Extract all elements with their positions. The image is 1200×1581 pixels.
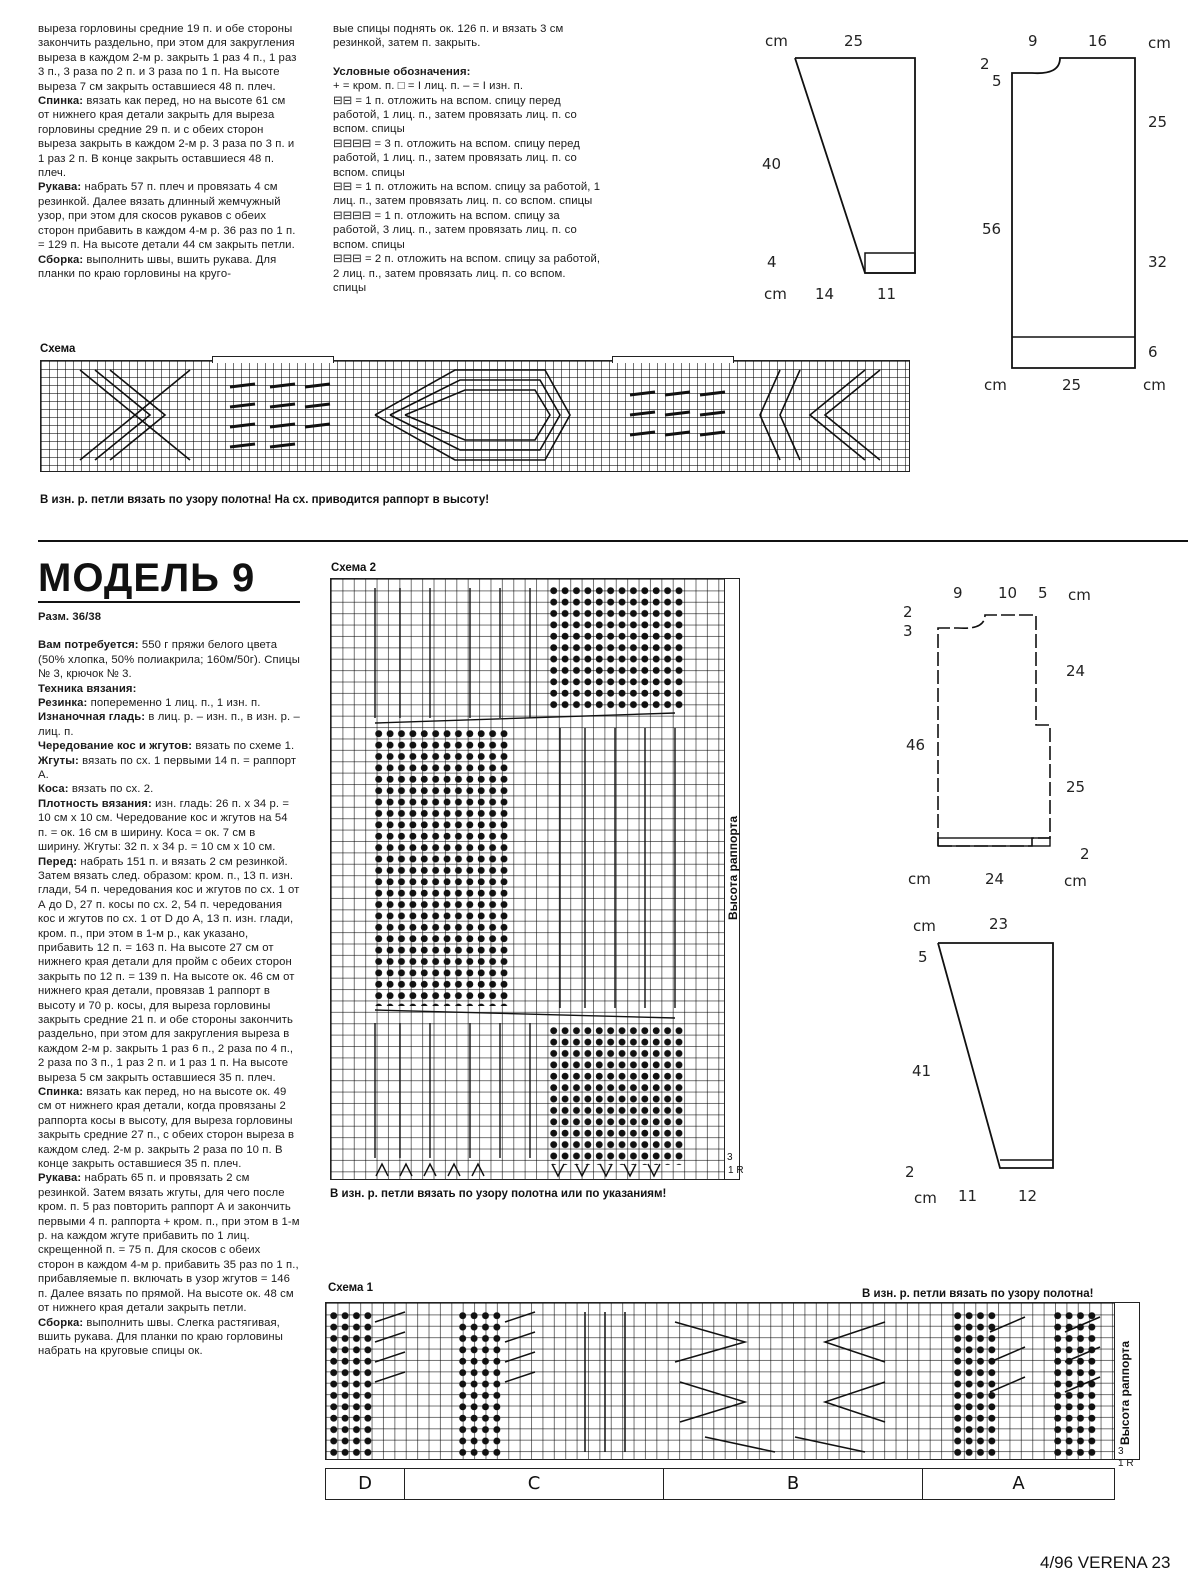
paragraph: Сборка: выполнить швы, вшить рукава. Для планки по краю горловины на кругo- (38, 253, 277, 280)
dim-label: 11 (958, 1187, 978, 1205)
dim-label: cm (1148, 34, 1171, 52)
dim-label: 2 (980, 55, 990, 73)
schema1-column-band (325, 1468, 1115, 1500)
cable-symbol-icon: ⊟⊟ (333, 94, 356, 107)
dim-label: 2 (905, 1163, 915, 1181)
schema1-note: В изн. р. петли вязать по узору полотна! (862, 1288, 1094, 1300)
legend-item: ⊟⊟⊟⊟ = 1 п. отложить на вспом. спицу за работой, 3 лиц. п., затем провязать лиц. п. со вспом. спицы (333, 209, 577, 251)
dim-label: cm (913, 917, 936, 935)
top-text-column-2 (333, 22, 601, 295)
paragraph: Рукава: набрать 57 п. плеч и провязать 4 см резинкой. Далее вязать длинный жемчужный узор, при этом для скосов рукавов с обеих сторон прибавить в каждом 4-м р. 36 раз по 1 п. = 129 п. На высоте детали 44 см закрыть петли. (38, 181, 296, 252)
cable-symbol-icon: ⊟⊟⊟ (333, 253, 365, 266)
cable-symbol-icon: ⊟⊟ (333, 181, 356, 194)
schema2-label: Схема 2 (331, 562, 377, 574)
schema1-label: Схема 1 (328, 1282, 374, 1294)
page-footer: 4/96 VERENA 23 (1040, 1553, 1171, 1572)
paragraph: Спинка: вязать как перед, но на высоте ок. 49 см от нижнего края детали, когда провязаны 2 раппорта косы в высоту, для выреза горловины закрыть средние 27 п., с обеих сторон выреза в каждом след. 2-м р. закрыть 2 раза по 10 п. В конце закрыть оставшиеся 35 п. плеч. (38, 1086, 295, 1171)
body-diagram-bottom (920, 590, 1080, 880)
paragraph: Вам потребуется: 550 г пряжи белого цвета (50% хлопка, 50% полиакрила; 160м/50г). Спицы № 3, крючок № 3. (38, 639, 300, 681)
schema-label: Схема (40, 343, 76, 355)
legend-item: ⊟⊟ = 1 п. отложить на вспом. спицу за работой, 1 лиц. п., затем провязать лиц. п. со вспом. спицы (333, 181, 601, 208)
paragraph: Техника вязания: (38, 682, 137, 695)
dim-label: 3 (903, 622, 913, 640)
schema1-cable-lines (325, 1302, 1115, 1460)
paragraph: Спинка: вязать как перед, но на высоте 61 см от нижнего края детали закрыть для выреза горловины средние 29 п. и с обеих сторон выреза закрыть в каждом 2-м р. 3 раза по 3 п. и 1 раз 2 п. В конце закрыть оставшиеся 48 п. плеч. (38, 95, 295, 180)
body-diagram-top (990, 25, 1150, 395)
dim-label: 25 (1066, 778, 1086, 796)
dim-label: cm (765, 32, 788, 50)
dim-label: 25 (1148, 113, 1168, 131)
dim-label: 9 (953, 584, 963, 602)
cable-symbol-icon: ⊟⊟⊟⊟ (333, 209, 375, 222)
top-text-column-1 (38, 22, 300, 281)
column-d: D (326, 1469, 405, 1499)
dim-label: 2 (1080, 845, 1090, 863)
column-b: B (664, 1469, 923, 1499)
paragraph: выреза горловины средние 19 п. и обе стороны закончить раздельно, при этом для закругления выреза в каждом 2-м р. закрыть 1 раз 4 п., 1 раз 3 п., 3 раза по 2 п. и 3 раза по 1 п. На высоте выреза 7 см закрыть оставшиеся 48 п. плеч. (38, 23, 297, 93)
paragraph: Коса: вязать по сх. 2. (38, 783, 154, 796)
dim-label: 5 (918, 948, 928, 966)
schema2-note: В изн. р. петли вязать по узору полотна или по указаниям! (330, 1188, 667, 1200)
dim-label: cm (1143, 376, 1166, 394)
dim-label: cm (1068, 586, 1091, 604)
title-underline (38, 601, 300, 603)
dim-label: 16 (1088, 32, 1108, 50)
dim-label: 5 (992, 72, 1002, 90)
paragraph: Плотность вязания: изн. гладь: 26 п. x 34 р. = 10 см x 10 см. Чередование кос и жгутов на 54 п. = ок. 16 см в ширину. Коса = ок. 7 см в ширину. Жгуты: 32 п. x 34 р. = 10 см x 10 см. (38, 797, 290, 854)
column-a: A (1012, 1473, 1025, 1494)
dim-label: 25 (844, 32, 864, 50)
column-c: C (405, 1469, 664, 1499)
section-divider (38, 540, 1188, 542)
dim-label: 24 (985, 870, 1005, 888)
dim-label: cm (1064, 872, 1087, 890)
dim-label: 9 (1028, 32, 1038, 50)
schema-cable-lines (40, 360, 910, 472)
dim-label: 23 (989, 915, 1009, 933)
dim-label: 25 (1062, 376, 1082, 394)
dim-label: 11 (877, 285, 897, 303)
paragraph: Рукава: набрать 65 п. и провязать 2 см резинкой. Затем вязать жгуты, для чего после кром. п. 5 раз повторить раппорт А и закончить первыми 4 п. раппорта + кром. п., при этом в 1-м р. на каждом жгуте прибавить по 1 лиц. скрещенной п. = 75 п. Для скосов с обеих сторон в каждом 4-м р. прибавить 35 раз по 1 п., прибавляемые п. включать в узор жгутов = 146 п. Далее вязать по прямой. На высоте ок. 48 см от нижнего края детали закрыть петли. (38, 1172, 300, 1315)
schema-note: В изн. р. петли вязать по узору полотна! На сх. приводится раппорт в высоту! (40, 494, 490, 506)
dim-label: 4 (767, 253, 777, 271)
dim-label: 5 (1038, 584, 1048, 602)
dim-label: 56 (982, 220, 1002, 238)
paragraph: Сборка: выполнить швы. Слегка растягивая, вшить рукава. Для планки по краю горловины набрать на круговые спицы ок. (38, 1316, 283, 1358)
dim-label: 40 (762, 155, 782, 173)
dim-label: cm (764, 285, 787, 303)
legend-title: Условные обозначения: (333, 65, 471, 78)
dim-label: 10 (998, 584, 1018, 602)
paragraph: Изнаночная гладь: в лиц. р. – изн. п., в изн. р. – лиц. п. (38, 711, 300, 738)
dim-label: 6 (1148, 343, 1158, 361)
dim-label: cm (908, 870, 931, 888)
row-number: 1 R (728, 1165, 744, 1176)
paragraph: Перед: набрать 151 п. и вязать 2 см резинкой. Затем вязать след. образом: кром. п., 13 п. изн. глади, 54 п. чередования кос и жгутов по сх. 1 от А до D, 27 п. косы по сх. 2, 54 п. чередования кос и жгутов по сх. 1 от D до A, 13 п. изн. глади, кром. п., при этом в 1-м р., как указано, прибавить 12 п. = 163 п. На высоте 27 см от нижнего края детали для пройм с обеих сторон закрыть по 12 п. = 139 п. На высоте ок. 46 см от нижнего края детали, провязав 1 раппорт в высоту и 70 р. косы, для выреза горловины закрыть средние 21 п. и обе стороны закончить раздельно, при этом для закругления выреза в каждом 2-м р. закрыть 1 раз 6 п., 2 раза по 4 п., 2 раза по 3 п., 1 раз 2 п. и 1 раз 1 п. На высоте выреза 5 см закрыть оставшиеся 35 п. плеч. (38, 855, 300, 1084)
paragraph: Жгуты: вязать по сх. 1 первыми 14 п. = раппорт А. (38, 754, 297, 782)
legend-item: + = кром. п. □ = I лиц. п. – = I изн. п. (333, 80, 524, 93)
schema2-cable-lines (330, 578, 725, 1180)
dim-label: cm (984, 376, 1007, 394)
paragraph: Резинка: попеременно 1 лиц. п., 1 изн. п. (38, 697, 261, 710)
cable-symbol-icon: ⊟⊟⊟⊟ (333, 137, 375, 150)
schema1-side-label: Высота раппорта (1118, 1340, 1132, 1445)
model-text-column (38, 610, 300, 1359)
legend-item: ⊟⊟ = 1 п. отложить на вспом. спицу перед работой, 1 лиц. п., затем провязать лиц. п. со вспом. спицы (333, 94, 577, 136)
dim-label: cm (914, 1189, 937, 1207)
row-number: 1 R (1118, 1458, 1134, 1469)
row-number: 3 (1118, 1446, 1124, 1457)
page-title: МОДЕЛЬ 9 (38, 556, 256, 600)
paragraph: Чередование кос и жгутов: вязать по схеме 1. (38, 740, 295, 753)
dim-label: 41 (912, 1062, 932, 1080)
dim-label: 32 (1148, 253, 1168, 271)
row-number: 3 (727, 1152, 733, 1163)
sleeve-diagram-top (760, 25, 940, 315)
legend-item: ⊟⊟⊟⊟ = 3 п. отложить на вспом. спицу перед работой, 1 лиц. п., затем провязать лиц. п. со вспом. спицы (333, 137, 580, 179)
size-label: Разм. 36/38 (38, 611, 102, 623)
legend-item: ⊟⊟⊟ = 2 п. отложить на вспом. спицу за работой, 2 лиц. п., затем провязать лиц. п. со вспом. спицы (333, 253, 601, 294)
dim-label: 46 (906, 736, 926, 754)
dim-label: 24 (1066, 662, 1086, 680)
schema2-side-label: Высота раппорта (726, 815, 740, 920)
dim-label: 12 (1018, 1187, 1038, 1205)
paragraph: вые спицы поднять ок. 126 п. и вязать 3 см резинкой, затем п. закрыть. (333, 23, 564, 50)
dim-label: 14 (815, 285, 835, 303)
dim-label: 2 (903, 603, 913, 621)
